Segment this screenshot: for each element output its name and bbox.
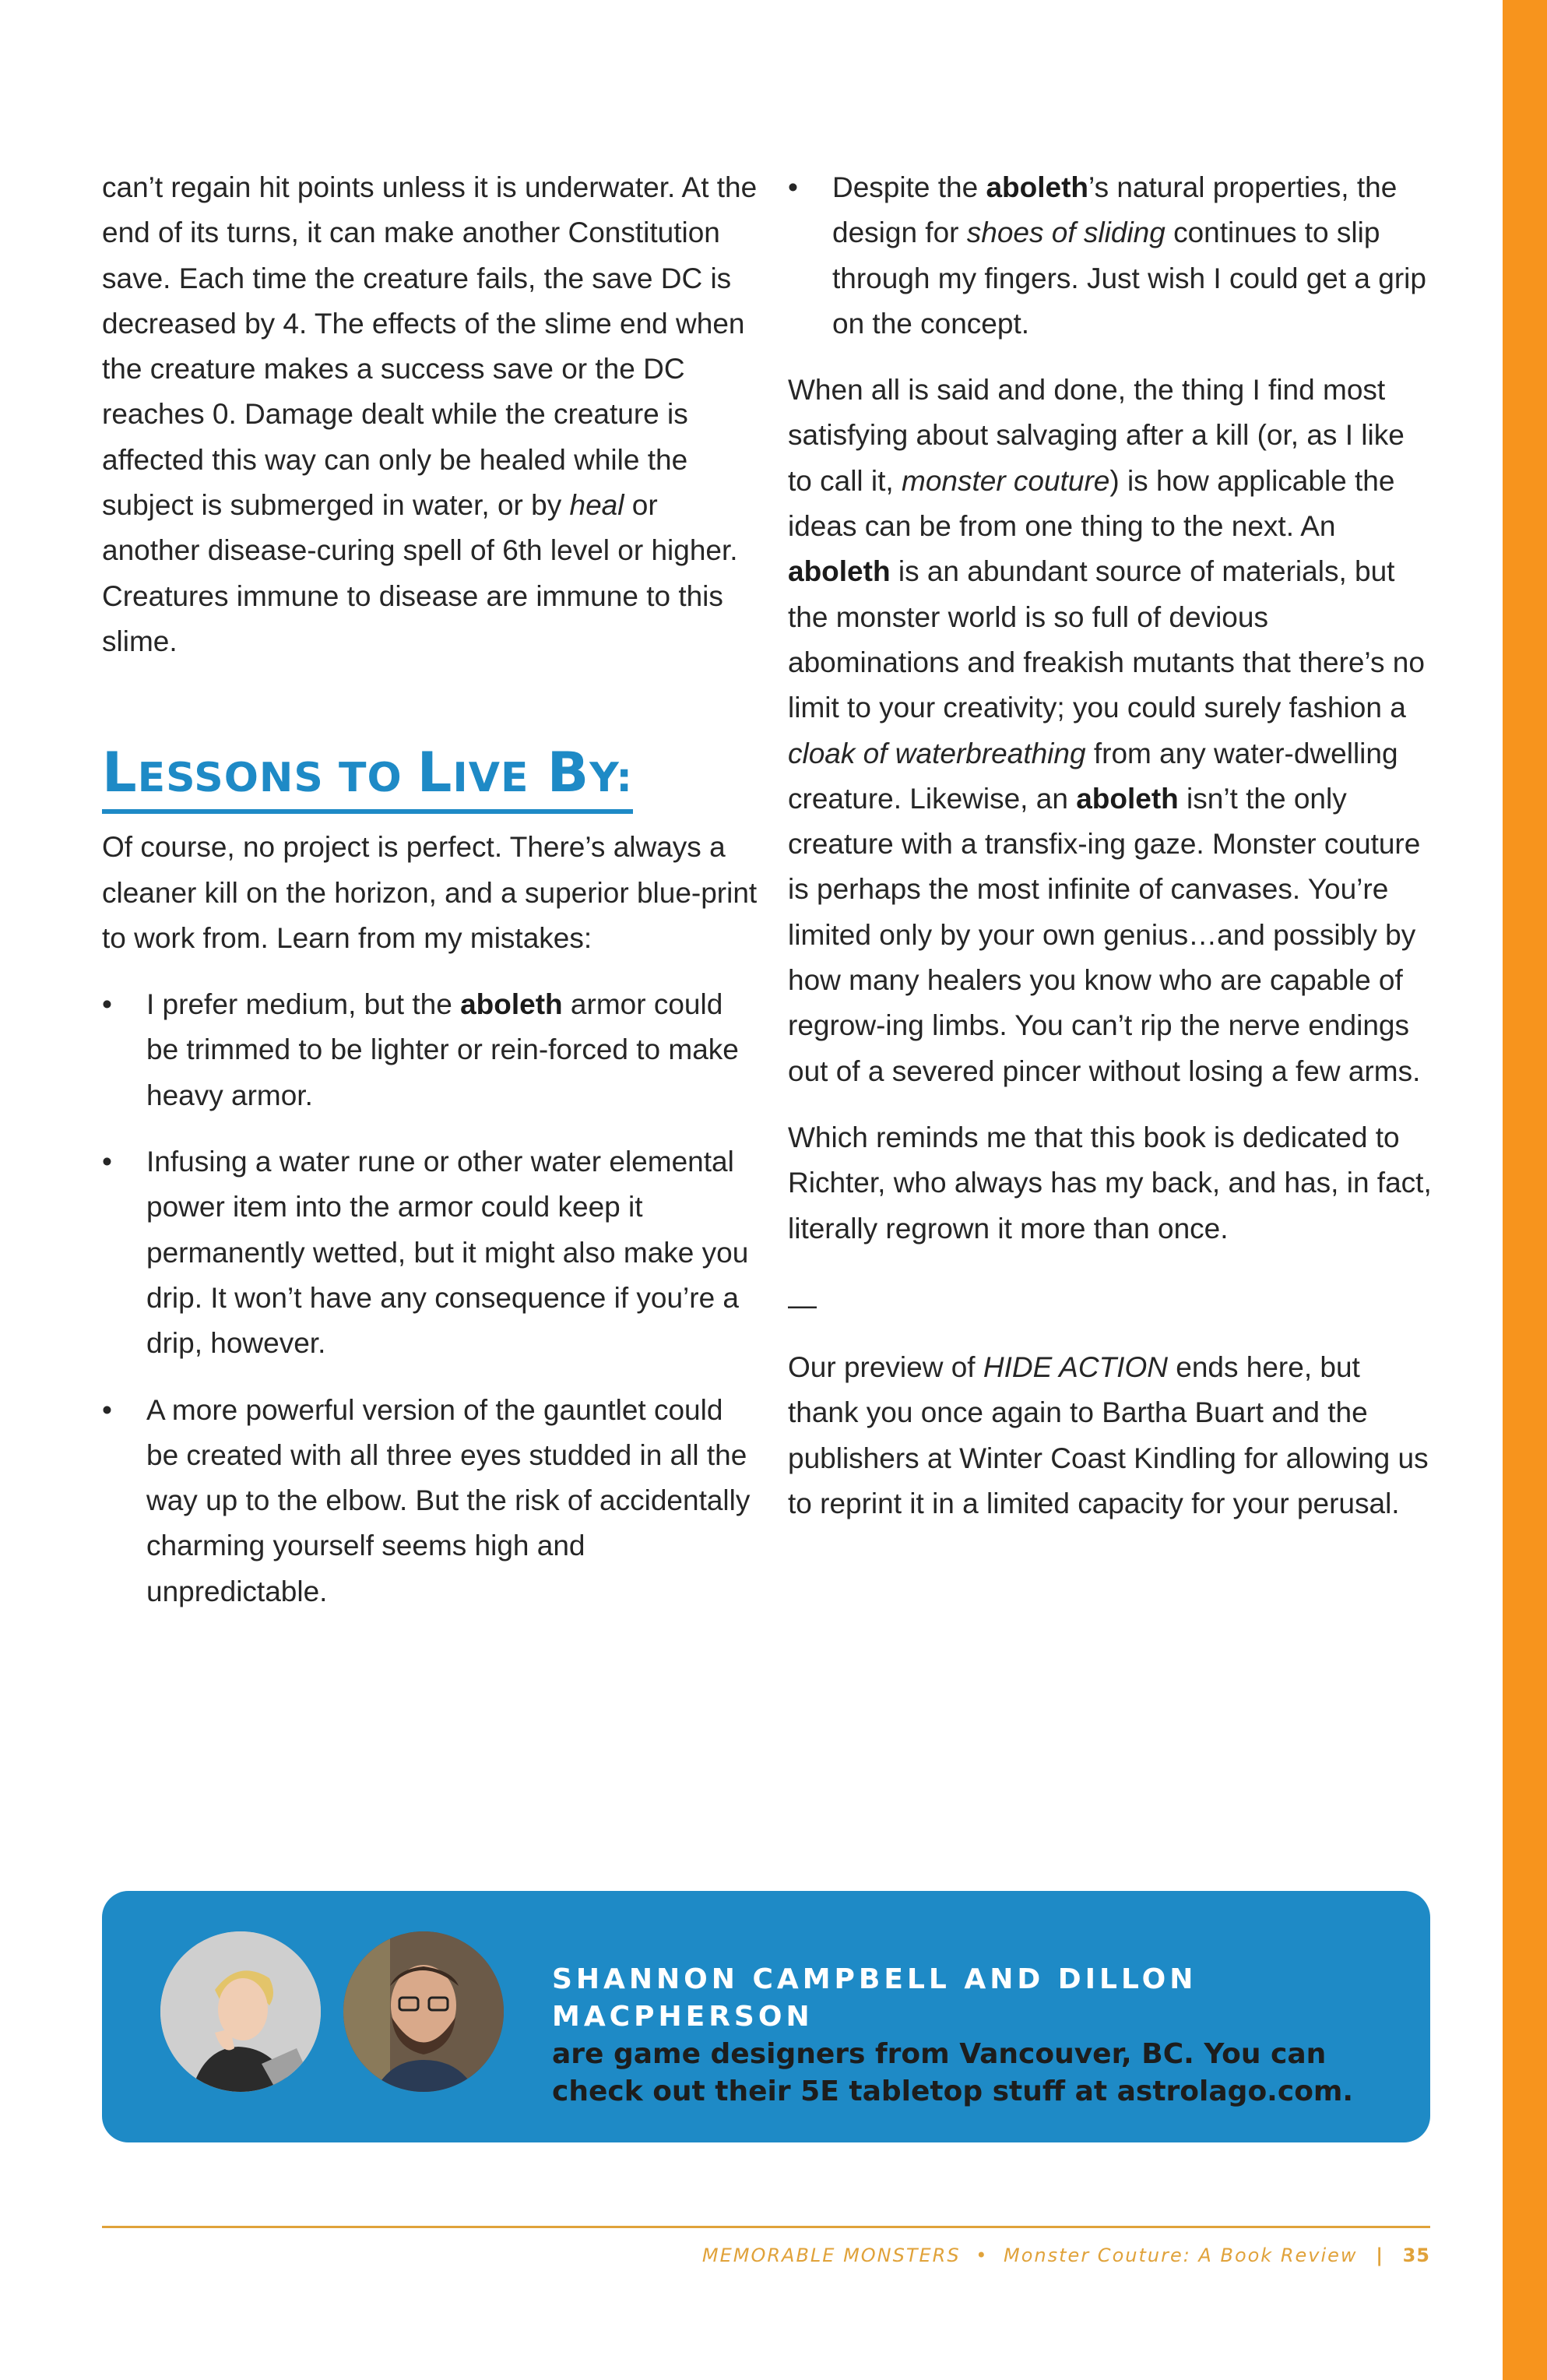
article-title: Monster Couture: A Book Review <box>1004 2244 1358 2266</box>
right-column <box>788 165 1434 1547</box>
list-item: • Infusing a water rune or other water elemental power item into the armor could keep it permanently wetted, but it might also make you drip. It won’t have any consequence if you’re a drip, however. <box>102 1146 749 1360</box>
avatar <box>343 1931 504 2092</box>
footer-divider: | <box>1376 2244 1384 2266</box>
author-portrait-1-icon <box>160 1931 321 2092</box>
right-paragraph-3: Our preview of HIDE ACTION ends here, but thank you once again to Bartha Buart and the publishers at Winter Coast Kindling for allowing us to reprint it in a limited capacity for your perusal. <box>788 1351 1429 1520</box>
magazine-title: MEMORABLE MONSTERS <box>701 2244 961 2266</box>
author-description: are game designers from Vancouver, BC. You can check out their 5E tabletop stuff at astrolago.com. <box>552 2038 1354 2107</box>
footer-rule <box>102 2226 1430 2228</box>
list-item: • Despite the aboleth’s natural properties, the design for shoes of sliding continues to slip through my fingers. Just wish I could get a grip on the concept. <box>788 171 1426 340</box>
running-footer <box>702 2244 1430 2266</box>
author-bio-box <box>102 1891 1430 2142</box>
spell-name-heal: heal <box>569 489 624 522</box>
list-item: • A more powerful version of the gauntlet could be created with all three eyes studded in all the way up to the elbow. But the risk of accidentally charming yourself seems high and unpredictable. <box>102 1393 751 1607</box>
mistakes-list <box>102 982 760 1614</box>
left-paragraph-2: Of course, no project is perfect. There’s always a cleaner kill on the horizon, and a superior blue-print to work from. Learn from my mistakes: <box>102 831 758 954</box>
page-number: 35 <box>1402 2244 1430 2266</box>
left-paragraph-1: can’t regain hit points unless it is underwater. At the end of its turns, it can make another Constitution save. Each time the creature fails, the save DC is decreased by 4. The effects of the slime end when the creature makes a success save or the DC reaches 0. Damage dealt while the creature is affected this way can only be healed while the subject is submerged in water, or by heal or another disease-curing spell of 6th level or higher. Creatures immune to disease are immune to this slime. <box>102 171 758 657</box>
bio-text <box>552 1961 1408 2111</box>
list-item: • I prefer medium, but the aboleth armor could be trimmed to be lighter or rein-forced to make heavy armor. <box>102 988 739 1111</box>
avatar <box>160 1931 321 2092</box>
right-paragraph-1: When all is said and done, the thing I find most satisfying about salvaging after a kill (or, as I like to call it, monster couture) is how applicable the ideas can be from one thing to the next. An aboleth is an abundant source of materials, but the monster world is so full of devious abominations and freakish mutants that there’s no limit to your creativity; you could surely fashion a cloak of waterbreathing from any water-dwelling creature. Likewise, an aboleth isn’t the only creature with a transfix-ing gaze. Monster couture is perhaps the most infinite of canvases. You’re limited only by your own genius…and possibly by how many healers you know who are capable of regrow-ing limbs. You can’t rip the nerve endings out of a severed pincer without losing a few arms. <box>788 374 1425 1087</box>
author-portrait-2-icon <box>343 1931 504 2092</box>
author-names: SHANNON CAMPBELL AND DILLON MACPHERSON <box>552 1963 1197 2033</box>
section-heading: LESSONS TO LIVE BY: <box>102 741 633 814</box>
left-column <box>102 165 760 1635</box>
em-dash-divider: — <box>788 1288 817 1321</box>
right-paragraph-2: Which reminds me that this book is dedicated to Richter, who always has my back, and has, in fact, literally regrown it more than once. <box>788 1121 1432 1245</box>
footer-separator: • <box>976 2244 989 2266</box>
page-edge-stripe <box>1503 0 1547 2380</box>
continued-list <box>788 165 1434 347</box>
